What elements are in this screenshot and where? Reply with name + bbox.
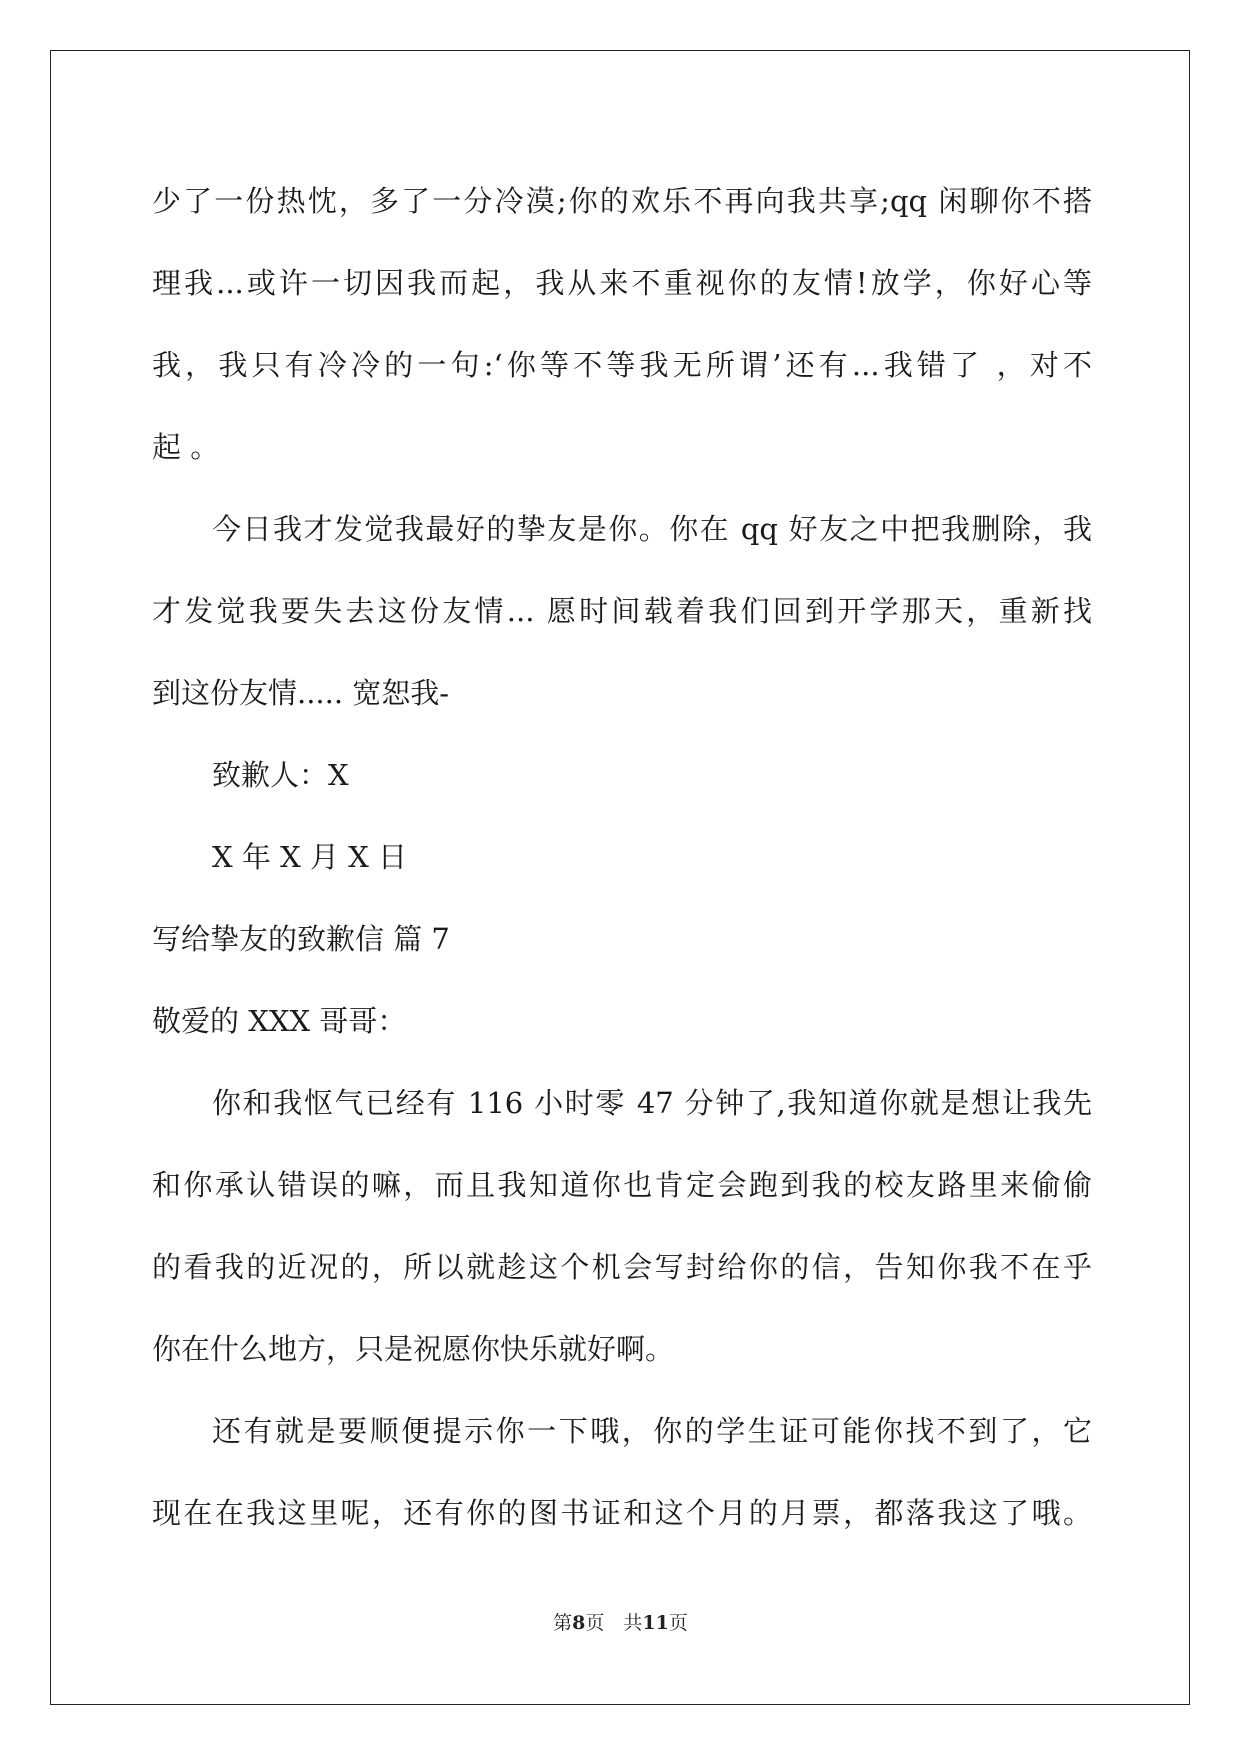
footer-middle: 页 共 xyxy=(585,1612,643,1634)
text-line: 我，我只有冷冷的一句:‘你等不等我无所谓’还有...我错了 ，对不 xyxy=(152,348,1092,382)
footer-prefix: 第 xyxy=(553,1612,573,1634)
text-line: 少了一份热忱，多了一分冷漠;你的欢乐不再向我共享;qq 闲聊你不搭 xyxy=(152,184,1092,218)
text-line: 今日我才发觉我最好的挚友是你。你在 qq 好友之中把我删除，我 xyxy=(212,512,1092,546)
text-line: 的看我的近况的，所以就趁这个机会写封给你的信，告知你我不在乎 xyxy=(152,1250,1092,1284)
text-line: 还有就是要顺便提示你一下哦，你的学生证可能你找不到了，它 xyxy=(212,1414,1092,1448)
text-line: 写给挚友的致歉信 篇 7 xyxy=(152,922,450,956)
text-line: 才发觉我要失去这份友情... 愿时间载着我们回到开学那天，重新找 xyxy=(152,594,1092,628)
text-line: 理我...或许一切因我而起，我从来不重视你的友情!放学，你好心等 xyxy=(152,266,1092,300)
text-line: 现在在我这里呢，还有你的图书证和这个月的月票，都落我这了哦。 xyxy=(152,1496,1092,1530)
total-page-number: 11 xyxy=(642,1612,669,1634)
page-footer xyxy=(0,1608,1241,1635)
text-line: 敬爱的 XXX 哥哥： xyxy=(152,1004,407,1038)
text-line: 你在什么地方，只是祝愿你快乐就好啊。 xyxy=(152,1332,675,1366)
text-line: 起 。 xyxy=(152,430,220,464)
text-line: 到这份友情..... 宽恕我- xyxy=(152,676,450,710)
text-line: 致歉人：X xyxy=(212,758,349,792)
footer-suffix: 页 xyxy=(668,1612,688,1634)
text-line: 和你承认错误的嘛，而且我知道你也肯定会跑到我的校友路里来偷偷 xyxy=(152,1168,1092,1202)
text-line: X 年 X 月 X 日 xyxy=(212,840,408,874)
text-line: 你和我怄气已经有 116 小时零 47 分钟了,我知道你就是想让我先 xyxy=(212,1086,1092,1120)
current-page-number: 8 xyxy=(572,1612,586,1634)
document-body xyxy=(152,160,1092,1554)
